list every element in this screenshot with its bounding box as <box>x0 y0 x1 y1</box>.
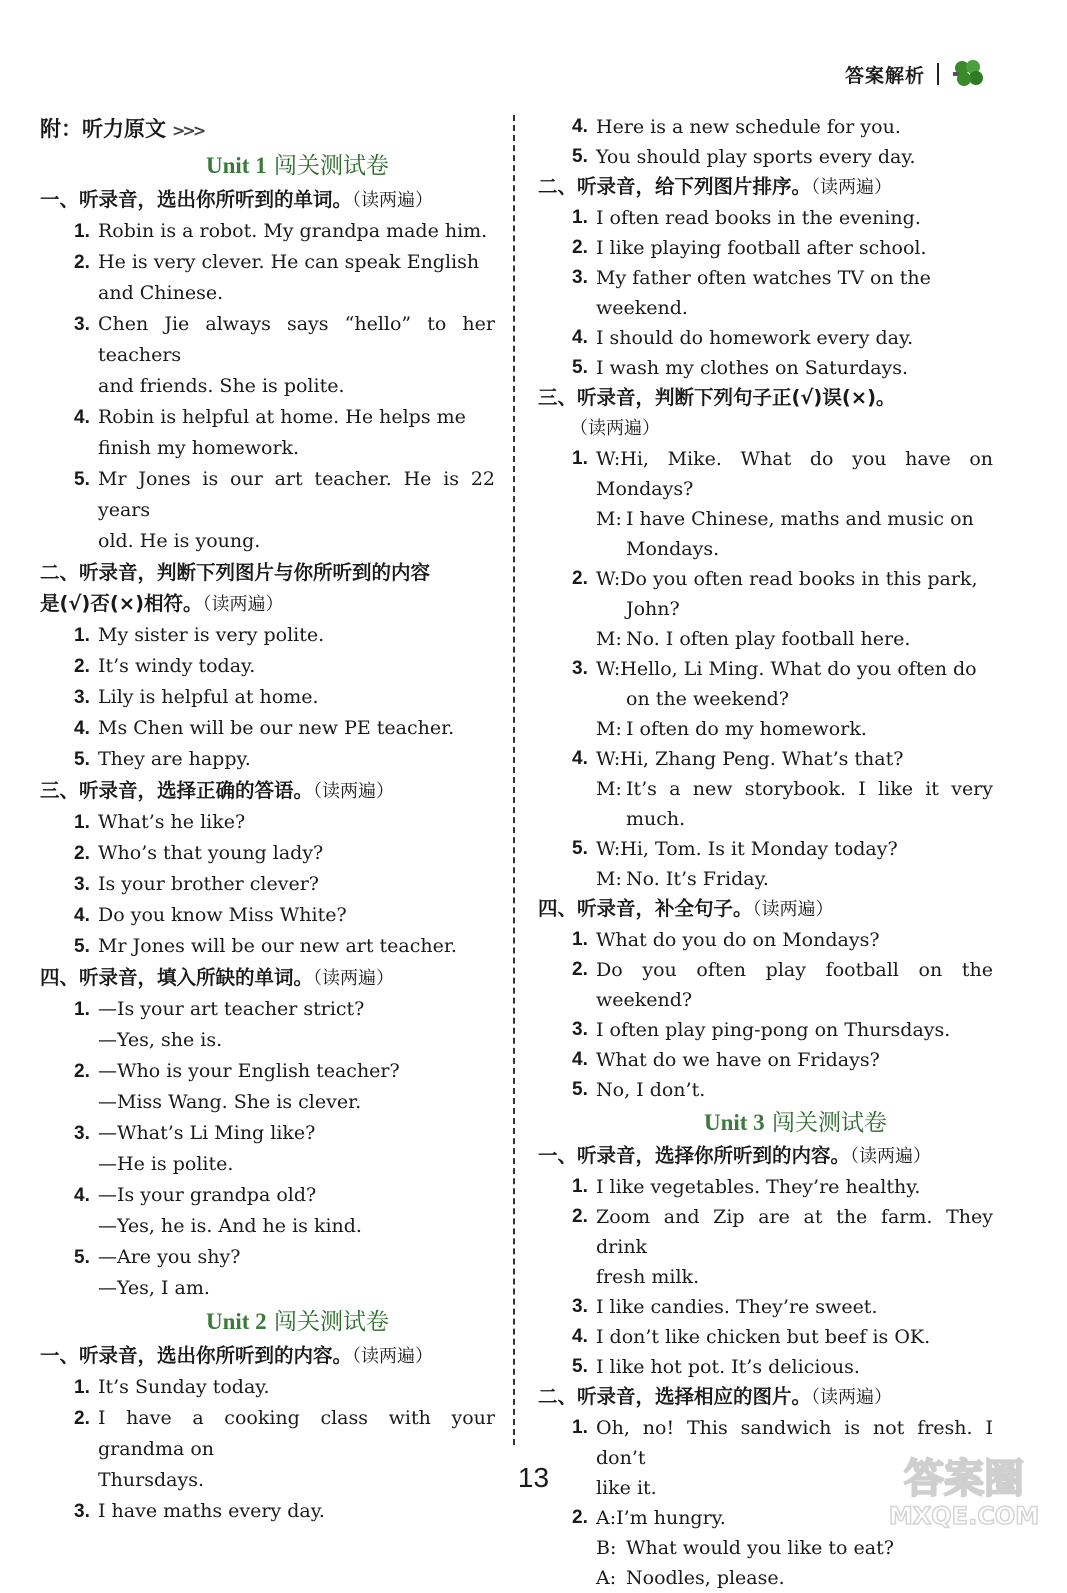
unit2-heading <box>40 1304 495 1340</box>
item-text <box>596 263 993 323</box>
item-line: —Yes, she is. <box>98 1029 223 1051</box>
item-number: 4. <box>572 748 588 769</box>
item-number: 2. <box>572 568 588 589</box>
item-line: and friends. She is polite. <box>98 375 345 397</box>
dialog-line: I’m hungry. <box>616 1507 726 1529</box>
item-text <box>596 744 993 774</box>
u1s1-title: 一、听录音，选出你所听到的单词。 <box>40 188 353 211</box>
clover-leaf-icon <box>949 58 987 90</box>
list-item <box>538 353 993 383</box>
item-number: 3. <box>572 1019 588 1040</box>
item-number: 4. <box>74 1185 90 1206</box>
item-number: 5. <box>74 936 90 957</box>
left-column <box>40 110 495 1527</box>
speaker-w: W: <box>596 658 621 680</box>
item-line: Thursdays. <box>98 1469 204 1491</box>
dialog-line: on the weekend? <box>626 688 789 710</box>
item-text: What do you do on Mondays? <box>596 929 880 951</box>
item-text: What’s he like? <box>98 811 246 833</box>
item-text: I often play ping-pong on Thursdays. <box>596 1019 951 1041</box>
dialog-text: It’s a new storybook. I like it very much. <box>626 778 993 830</box>
dialog-item <box>538 654 993 714</box>
list-item <box>40 931 495 962</box>
list-item <box>40 247 495 309</box>
item-text: It’s Sunday today. <box>98 1376 270 1398</box>
item-text: Ms Chen will be our new PE teacher. <box>98 717 455 739</box>
list-item <box>40 464 495 557</box>
list-item <box>40 900 495 931</box>
u2-section-2-title <box>538 172 993 203</box>
header-title: 答案解析 <box>844 64 925 87</box>
item-number: 5. <box>74 469 90 490</box>
speaker-w: W: <box>596 838 621 860</box>
item-text: I like playing football after school. <box>596 237 927 259</box>
item-text: Is your brother clever? <box>98 873 319 895</box>
u2s1-title: 一、听录音，选出你所听到的内容。 <box>40 1344 353 1367</box>
u2s4-title: 四、听录音，补全句子。 <box>538 897 753 920</box>
arrows-icon: >>> <box>172 121 204 140</box>
list-item <box>40 1372 495 1403</box>
item-number: 3. <box>74 874 90 895</box>
unit2-title: 闯关测试卷 <box>274 1309 389 1335</box>
item-line: Mr Jones is our art teacher. He is 22 years <box>98 468 495 521</box>
list-item <box>538 1015 993 1045</box>
list-item <box>40 682 495 713</box>
item-line: —He is polite. <box>98 1153 234 1175</box>
dialog-line-row <box>538 1563 993 1593</box>
list-item <box>538 323 993 353</box>
unit3-title: 闯关测试卷 <box>772 1110 887 1136</box>
item-line: Zoom and Zip are at the farm. They drink <box>596 1206 993 1258</box>
dialog-line-row <box>538 624 993 654</box>
item-number: 1. <box>572 207 588 228</box>
list-item <box>40 1056 495 1118</box>
u2s3-title: 三、听录音，判断下列句子正(√)误(×)。 <box>538 386 896 409</box>
item-text <box>98 464 495 557</box>
u2s1-note: （读两遍） <box>352 1346 434 1367</box>
item-text: I often read books in the evening. <box>596 207 921 229</box>
list-item <box>40 620 495 651</box>
item-text <box>98 1180 495 1242</box>
speaker-b: B: <box>596 1537 617 1559</box>
item-text: I don’t like chicken but beef is OK. <box>596 1326 931 1348</box>
list-item <box>40 216 495 247</box>
speaker-w: W: <box>596 748 621 770</box>
item-text: Lily is helpful at home. <box>98 686 319 708</box>
item-line: —Yes, I am. <box>98 1277 210 1299</box>
speaker-a: A: <box>596 1567 617 1589</box>
item-number: 2. <box>572 1206 588 1227</box>
item-number: 3. <box>74 1501 90 1522</box>
item-line: I have a cooking class with your grandma on <box>98 1407 495 1460</box>
speaker-m: M: <box>596 628 622 650</box>
item-text: It’s windy today. <box>98 655 256 677</box>
unit2-label: Unit 2 <box>205 1309 267 1334</box>
list-item <box>538 1292 993 1322</box>
item-number: 3. <box>74 1123 90 1144</box>
list-item <box>538 1045 993 1075</box>
item-number: 2. <box>74 252 90 273</box>
item-number: 1. <box>572 1176 588 1197</box>
item-number: 1. <box>572 1417 588 1438</box>
list-item <box>538 263 993 323</box>
dialog-item <box>538 834 993 864</box>
list-item <box>40 838 495 869</box>
u1s2-title2: 是(√)否(×)相符。 <box>40 592 203 615</box>
dialog-line: Hi, Zhang Peng. What’s that? <box>620 748 904 770</box>
u1-section-2-title <box>40 557 495 588</box>
item-number: 2. <box>572 237 588 258</box>
speaker-w: W: <box>596 448 621 470</box>
speaker-a: A: <box>596 1507 617 1529</box>
list-item <box>40 402 495 464</box>
item-line: —Yes, he is. And he is kind. <box>98 1215 362 1237</box>
item-line: Robin is helpful at home. He helps me <box>98 406 466 428</box>
list-item <box>538 955 993 1015</box>
dialog-line: Do you often read books in this park, <box>620 568 978 590</box>
list-item <box>40 807 495 838</box>
list-item <box>538 112 993 142</box>
item-line: like it. <box>596 1477 657 1499</box>
u3s1-title: 一、听录音，选择你所听到的内容。 <box>538 1144 851 1167</box>
dialog-line: John? <box>626 598 680 620</box>
item-text: Mr Jones will be our new art teacher. <box>98 935 457 957</box>
list-item <box>538 1322 993 1352</box>
item-text <box>98 1118 495 1180</box>
item-text <box>98 402 495 464</box>
item-number: 5. <box>572 146 588 167</box>
item-text <box>98 1242 495 1304</box>
dialog-text: No. It’s Friday. <box>626 868 769 890</box>
speaker-m: M: <box>596 778 622 800</box>
u1-section-4-title <box>40 962 495 994</box>
list-item <box>538 1172 993 1202</box>
item-line: —Miss Wang. She is clever. <box>98 1091 362 1113</box>
item-text: Do you know Miss White? <box>98 904 347 926</box>
list-item <box>538 925 993 955</box>
page-number: 13 <box>517 1462 550 1493</box>
u3s2-title: 二、听录音，选择相应的图片。 <box>538 1385 812 1408</box>
u2-section-1-title <box>40 1340 495 1372</box>
u2-section-3-title <box>538 383 993 413</box>
item-text <box>98 994 495 1056</box>
item-number: 5. <box>74 1247 90 1268</box>
item-number: 5. <box>572 1356 588 1377</box>
item-number: 1. <box>74 625 90 646</box>
list-item <box>538 233 993 263</box>
item-line: fresh milk. <box>596 1266 700 1288</box>
item-text <box>596 564 993 624</box>
dialog-text <box>626 504 993 564</box>
dialog-line: Hi, Mike. What do you have on Mondays? <box>596 448 993 500</box>
unit1-label: Unit 1 <box>205 153 267 178</box>
list-item <box>40 744 495 775</box>
item-number: 4. <box>572 116 588 137</box>
u2-section-4-title <box>538 894 993 925</box>
list-item <box>40 869 495 900</box>
item-number: 2. <box>74 656 90 677</box>
item-number: 3. <box>572 267 588 288</box>
dialog-line-row <box>538 864 993 894</box>
item-line: Chen Jie always says “hello” to her teachers <box>98 313 495 366</box>
dialog-text: Noodles, please. <box>626 1567 785 1589</box>
column-divider <box>513 115 515 1445</box>
item-number: 5. <box>572 1079 588 1100</box>
speaker-m: M: <box>596 868 622 890</box>
item-line: —Is your grandpa old? <box>98 1184 317 1206</box>
item-text: My sister is very polite. <box>98 624 325 646</box>
right-column <box>538 112 993 1593</box>
item-text: I wash my clothes on Saturdays. <box>596 357 909 379</box>
appendix-title <box>40 110 495 148</box>
u3s1-note: （读两遍） <box>850 1146 932 1167</box>
unit1-heading <box>40 148 495 184</box>
u3-section-2-title <box>538 1382 993 1413</box>
item-text: Here is a new schedule for you. <box>596 116 901 138</box>
page-header <box>845 58 987 90</box>
item-number: 2. <box>74 1408 90 1429</box>
u1s4-title: 四、听录音，填入所缺的单词。 <box>40 966 314 989</box>
item-text <box>98 247 495 309</box>
item-number: 4. <box>572 1049 588 1070</box>
dialog-line-row <box>538 774 993 834</box>
item-text: What do we have on Fridays? <box>596 1049 880 1071</box>
speaker-m: M: <box>596 718 622 740</box>
u2s3-note: （读两遍） <box>570 418 660 439</box>
u1-section-3-title <box>40 775 495 807</box>
item-number: 5. <box>74 749 90 770</box>
item-number: 3. <box>572 658 588 679</box>
dialog-line: Hello, Li Ming. What do you often do <box>620 658 977 680</box>
u3-section-1-title <box>538 1141 993 1172</box>
item-number: 2. <box>74 843 90 864</box>
item-line: finish my homework. <box>98 437 300 459</box>
appendix-title-text: 附：听力原文 <box>40 117 166 141</box>
item-text: Robin is a robot. My grandpa made him. <box>98 220 488 242</box>
unit3-label: Unit 3 <box>703 1110 765 1135</box>
item-number: 1. <box>572 929 588 950</box>
u2-section-3-note <box>538 413 993 444</box>
list-item <box>40 309 495 402</box>
item-number: 2. <box>572 959 588 980</box>
dialog-line: I have Chinese, maths and music on <box>626 508 974 530</box>
dialog-item <box>538 744 993 774</box>
u1s1-note: （读两遍） <box>352 190 434 211</box>
u1-section-1-title <box>40 184 495 216</box>
item-line: —Who is your English teacher? <box>98 1060 400 1082</box>
item-number: 1. <box>74 812 90 833</box>
dialog-text: What would you like to eat? <box>626 1537 894 1559</box>
item-number: 2. <box>572 1507 588 1528</box>
dialog-line-row <box>538 714 993 744</box>
item-number: 1. <box>572 448 588 469</box>
dialog-line: Mondays. <box>626 538 720 560</box>
u1s3-note: （读两遍） <box>313 781 395 802</box>
item-number: 4. <box>572 1326 588 1347</box>
item-text <box>596 834 993 864</box>
item-number: 5. <box>572 838 588 859</box>
list-item <box>40 1496 495 1527</box>
item-number: 5. <box>572 357 588 378</box>
u1s3-title: 三、听录音，选择正确的答语。 <box>40 779 314 802</box>
list-item <box>40 994 495 1056</box>
item-text: No, I don’t. <box>596 1079 706 1101</box>
u2s4-note: （读两遍） <box>752 899 834 920</box>
list-item <box>40 1118 495 1180</box>
speaker-w: W: <box>596 568 621 590</box>
u1s2-note: （读两遍） <box>202 594 284 615</box>
item-number: 3. <box>74 687 90 708</box>
item-number: 3. <box>74 314 90 335</box>
item-text <box>596 1202 993 1292</box>
item-text <box>98 309 495 402</box>
item-text: You should play sports every day. <box>596 146 916 168</box>
item-line: He is very clever. He can speak English <box>98 251 480 273</box>
u3s2-note: （读两遍） <box>811 1387 893 1408</box>
item-text: Do you often play football on the weekend? <box>596 959 993 1011</box>
speaker-m: M: <box>596 508 622 530</box>
list-item <box>538 1075 993 1105</box>
item-text <box>596 444 993 504</box>
item-line: —Are you shy? <box>98 1246 241 1268</box>
dialog-line: Hi, Tom. Is it Monday today? <box>620 838 898 860</box>
item-number: 4. <box>74 407 90 428</box>
item-number: 3. <box>572 1296 588 1317</box>
item-line: old. He is young. <box>98 530 261 552</box>
item-text: They are happy. <box>98 748 251 770</box>
item-number: 1. <box>74 999 90 1020</box>
item-line: My father often watches TV on the <box>596 267 931 289</box>
item-text: I like hot pot. It’s delicious. <box>596 1356 860 1378</box>
dialog-item <box>538 444 993 504</box>
item-number: 4. <box>74 718 90 739</box>
u2s2-title: 二、听录音，给下列图片排序。 <box>538 175 812 198</box>
item-line: —What’s Li Ming like? <box>98 1122 316 1144</box>
list-item <box>40 651 495 682</box>
item-number: 4. <box>572 327 588 348</box>
list-item <box>538 203 993 233</box>
item-text: Who’s that young lady? <box>98 842 324 864</box>
item-line: —Is your art teacher strict? <box>98 998 365 1020</box>
item-line: and Chinese. <box>98 282 224 304</box>
dialog-line-row <box>538 1533 993 1563</box>
item-text <box>596 654 993 714</box>
dialog-line-row <box>538 504 993 564</box>
watermark-url: MXQE.COM <box>888 1502 1040 1530</box>
u1s4-note: （读两遍） <box>313 968 395 989</box>
list-item <box>538 1352 993 1382</box>
dialog-text: No. I often play football here. <box>626 628 911 650</box>
list-item <box>40 713 495 744</box>
list-item <box>538 1202 993 1292</box>
item-number: 1. <box>74 221 90 242</box>
item-text: I should do homework every day. <box>596 327 914 349</box>
item-text: I have maths every day. <box>98 1500 325 1522</box>
item-line: weekend. <box>596 297 688 319</box>
item-text: I like candies. They’re sweet. <box>596 1296 878 1318</box>
item-text <box>98 1056 495 1118</box>
item-number: 1. <box>74 1377 90 1398</box>
unit3-heading <box>538 1105 993 1141</box>
item-number: 2. <box>74 1061 90 1082</box>
item-text: I like vegetables. They’re healthy. <box>596 1176 921 1198</box>
item-number: 4. <box>74 905 90 926</box>
dialog-item <box>538 564 993 624</box>
list-item <box>538 142 993 172</box>
u1-section-2-title-cont <box>40 588 495 620</box>
item-line: Oh, no! This sandwich is not fresh. I don’t <box>596 1417 993 1469</box>
dialog-text: I often do my homework. <box>626 718 867 740</box>
unit1-title: 闯关测试卷 <box>274 153 389 179</box>
list-item <box>40 1180 495 1242</box>
header-divider <box>937 63 939 85</box>
watermark-logo <box>879 1450 1049 1530</box>
u2s2-note: （读两遍） <box>811 177 893 198</box>
list-item <box>40 1242 495 1304</box>
watermark-text: 答案圈 <box>904 1456 1024 1502</box>
u1s2-title: 二、听录音，判断下列图片与你所听到的内容 <box>40 561 431 584</box>
